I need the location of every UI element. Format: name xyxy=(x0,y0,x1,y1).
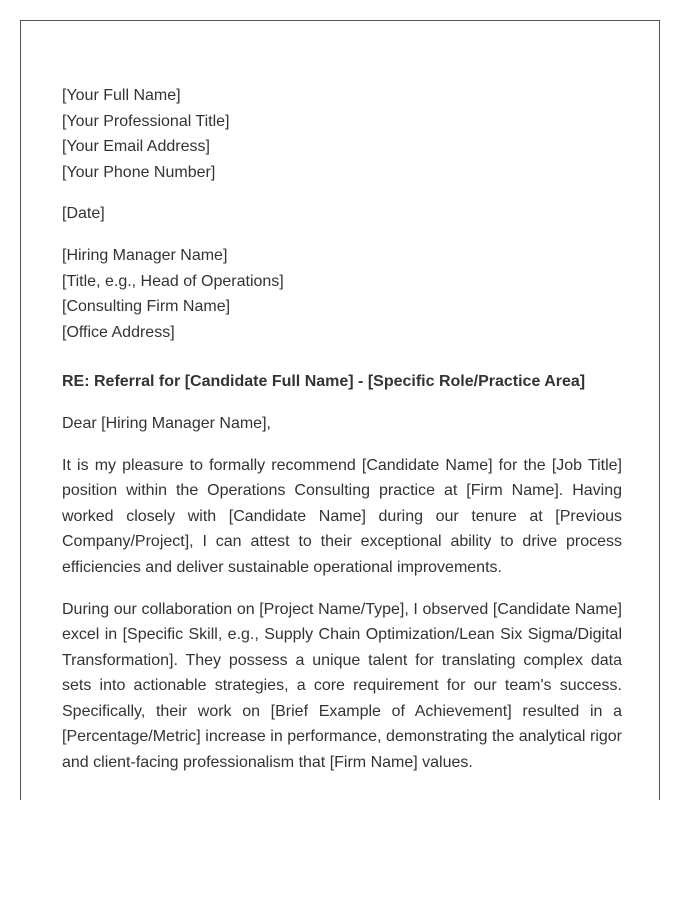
body-paragraph-2: During our collaboration on [Project Name/Type], I observed [Candidate Name] excel in [Specific Skill, e.g., Supply Chain Optimization/Lean Six Sigma/Digital Transformation]. They possess a unique talent for translating complex data sets into actionable strategies, a core requirement for our team's success. Specifically, their work on [Brief Example of Achievement] resulted in a [Percentage/Metric] increase in performance, demonstrating the analytical rigor and client-facing professionalism that [Firm Name] values. xyxy=(62,600,622,772)
subject-line: RE: Referral for [Candidate Full Name] - [Specific Role/Practice Area] xyxy=(62,373,586,391)
sender-title: [Your Professional Title] xyxy=(62,112,230,130)
recipient-block xyxy=(62,243,622,345)
date-block xyxy=(62,201,622,227)
body-paragraph-1: It is my pleasure to formally recommend [Candidate Name] for the [Job Title] position within the Operations Consulting practice at [Firm Name]. Having worked closely with [Candidate Name] during our tenure at [Previous Company/Project], I can attest to their exceptional ability to drive process efficiencies and deliver sustainable operational improvements. xyxy=(62,456,622,576)
letter-date: [Date] xyxy=(62,205,105,223)
sender-email: [Your Email Address] xyxy=(62,138,210,156)
recipient-name: [Hiring Manager Name] xyxy=(62,246,228,264)
letter-content xyxy=(62,83,622,792)
sender-phone: [Your Phone Number] xyxy=(62,163,216,181)
salutation: Dear [Hiring Manager Name], xyxy=(62,414,271,432)
sender-block xyxy=(62,83,622,185)
sender-name: [Your Full Name] xyxy=(62,87,181,104)
letter-page xyxy=(20,20,660,800)
recipient-address: [Office Address] xyxy=(62,323,175,341)
recipient-title: [Title, e.g., Head of Operations] xyxy=(62,272,284,290)
recipient-firm: [Consulting Firm Name] xyxy=(62,298,231,316)
